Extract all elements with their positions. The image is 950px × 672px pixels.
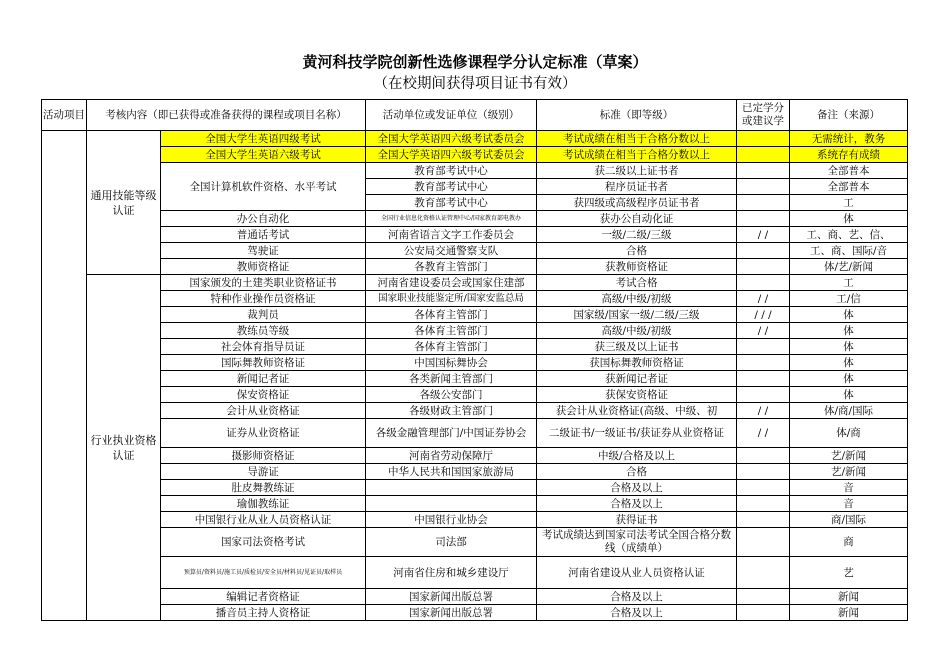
table-row — [42, 291, 908, 307]
standard-cell: 合格 — [537, 464, 737, 480]
unit-cell: 各体育主管部门 — [366, 307, 537, 323]
content-cell: 编辑记者资格证 — [161, 589, 366, 605]
note-cell: 体 — [790, 339, 908, 355]
table-row — [42, 448, 908, 464]
standard-cell: 获新闻记者证 — [537, 371, 737, 387]
content-cell: 播音员主持人资格证 — [161, 605, 366, 621]
credit-cell: / / — [737, 291, 790, 307]
table-row — [42, 419, 908, 448]
table-row — [42, 147, 908, 163]
unit-cell: 各级金融管理部门/中国证券协会 — [366, 419, 537, 448]
table-row — [42, 259, 908, 275]
content-cell: 普通话考试 — [161, 227, 366, 243]
credit-cell: / / — [737, 227, 790, 243]
unit-cell: 河南省住房和城乡建设厅 — [366, 557, 537, 589]
unit-cell: 司法部 — [366, 528, 537, 557]
table-row — [42, 512, 908, 528]
standard-cell: 获办公自动化证 — [537, 211, 737, 227]
header-credit: 已定学分或建议学 — [737, 100, 790, 131]
credit-cell — [737, 371, 790, 387]
credit-cell — [737, 557, 790, 589]
standard-cell: 获得证书 — [537, 512, 737, 528]
content-cell: 裁判员 — [161, 307, 366, 323]
note-cell: 艺/新闻 — [790, 464, 908, 480]
unit-cell: 河南省劳动保障厅 — [366, 448, 537, 464]
content-cell: 国际舞教师资格证 — [161, 355, 366, 371]
unit-cell: 各级财政主管部门 — [366, 403, 537, 419]
note-cell: 体 — [790, 371, 908, 387]
unit-cell: 各体育主管部门 — [366, 339, 537, 355]
credit-cell — [737, 605, 790, 621]
standard-cell: 高级/中级/初级 — [537, 323, 737, 339]
note-cell: 工、商、艺、信、 — [790, 227, 908, 243]
note-cell: 体/商/国际 — [790, 403, 908, 419]
unit-cell: 中国银行业协会 — [366, 512, 537, 528]
content-cell: 瑜伽教练证 — [161, 496, 366, 512]
standard-cell: 河南省建设从业人员资格认证 — [537, 557, 737, 589]
content-cell: 全国计算机软件资格、水平考试 — [161, 163, 366, 211]
category-cell-empty — [42, 131, 87, 621]
content-cell: 国家颁发的土建类职业资格证书 — [161, 275, 366, 291]
credit-cell — [737, 243, 790, 259]
table-row — [42, 131, 908, 147]
credit-cell — [737, 496, 790, 512]
content-cell: 教师资格证 — [161, 259, 366, 275]
table-row — [42, 275, 908, 291]
table-row — [42, 403, 908, 419]
unit-cell: 教育部考试中心 — [366, 179, 537, 195]
note-cell: 体 — [790, 211, 908, 227]
table-row — [42, 163, 908, 179]
table-row — [42, 355, 908, 371]
credit-cell — [737, 528, 790, 557]
page-title: 黄河科技学院创新性选修课程学分认定标准（草案） — [302, 53, 648, 71]
credit-cell — [737, 512, 790, 528]
standard-cell: 一级/二级/三级 — [537, 227, 737, 243]
content-cell: 驾驶证 — [161, 243, 366, 259]
table-row — [42, 480, 908, 496]
header-content: 考核内容（即已获得或准备获得的课程或项目名称） — [87, 100, 366, 131]
content-cell: 全国大学生英语六级考试 — [161, 147, 366, 163]
credit-cell — [737, 179, 790, 195]
note-cell: 系统存有成绩 — [790, 147, 908, 163]
credit-cell — [737, 163, 790, 179]
credit-cell: / / — [737, 419, 790, 448]
content-cell: 办公自动化 — [161, 211, 366, 227]
table-row — [42, 323, 908, 339]
unit-cell: 全国大学英语四六级考试委员会 — [366, 147, 537, 163]
standard-cell: 获会计从业资格证(高级、中级、初 — [537, 403, 737, 419]
note-cell: 体 — [790, 307, 908, 323]
standard-cell: 获二级以上证书者 — [537, 163, 737, 179]
table-row — [42, 528, 908, 557]
credit-standard-table — [41, 99, 908, 621]
note-cell: 音 — [790, 480, 908, 496]
note-cell: 体/艺/新闻 — [790, 259, 908, 275]
header-standard: 标准（即等级） — [537, 100, 737, 131]
note-cell: 商/国际 — [790, 512, 908, 528]
standard-cell: 考试成绩达到国家司法考试全国合格分数线（成绩单） — [537, 528, 737, 557]
note-cell: 新闻 — [790, 589, 908, 605]
note-cell: 艺 — [790, 557, 908, 589]
table-row — [42, 307, 908, 323]
content-cell: 保安资格证 — [161, 387, 366, 403]
note-cell: 工 — [790, 275, 908, 291]
credit-cell — [737, 195, 790, 211]
credit-cell — [737, 275, 790, 291]
header-note: 备注（来源） — [790, 100, 908, 131]
standard-cell: 考试成绩在相当于合格分数以上 — [537, 147, 737, 163]
credit-cell: / / — [737, 403, 790, 419]
standard-cell: 合格及以上 — [537, 605, 737, 621]
unit-cell: 国家职业技能鉴定所/国家安监总局 — [366, 291, 537, 307]
unit-cell: 河南省语言文字工作委员会 — [366, 227, 537, 243]
table-row — [42, 605, 908, 621]
credit-cell — [737, 339, 790, 355]
page-subtitle: （在校期间获得项目证书有效） — [373, 76, 577, 92]
table-row — [42, 243, 908, 259]
credit-cell — [737, 131, 790, 147]
unit-cell — [366, 480, 537, 496]
unit-cell: 中国国标舞协会 — [366, 355, 537, 371]
table-row — [42, 227, 908, 243]
credit-cell — [737, 355, 790, 371]
note-cell: 体/商 — [790, 419, 908, 448]
note-cell: 艺/新闻 — [790, 448, 908, 464]
standard-cell: 二级证书/一级证书/获证券从业资格证 — [537, 419, 737, 448]
standard-cell: 考试合格 — [537, 275, 737, 291]
unit-cell: 全国行业信息化资格认证管理中心/国家教育部电教办 — [366, 211, 537, 227]
unit-cell: 各体育主管部门 — [366, 323, 537, 339]
credit-cell — [737, 387, 790, 403]
standard-cell: 国家级/国家一级/二级/三级 — [537, 307, 737, 323]
note-cell: 体 — [790, 355, 908, 371]
category-general: 通用技能等级认证 — [87, 131, 161, 275]
table-row — [42, 211, 908, 227]
credit-cell — [737, 589, 790, 605]
unit-cell: 全国大学英语四六级考试委员会 — [366, 131, 537, 147]
standard-cell: 获国标舞教师资格证 — [537, 355, 737, 371]
table-header-row — [42, 100, 908, 131]
note-cell: 全部普本 — [790, 179, 908, 195]
unit-cell: 各类新闻主管部门 — [366, 371, 537, 387]
content-cell: 中国银行业从业人员资格认证 — [161, 512, 366, 528]
content-cell: 证券从业资格证 — [161, 419, 366, 448]
note-cell: 全部普本 — [790, 163, 908, 179]
note-cell: 工 — [790, 195, 908, 211]
unit-cell: 各级公安部门 — [366, 387, 537, 403]
credit-cell — [737, 147, 790, 163]
standard-cell: 中级/合格及以上 — [537, 448, 737, 464]
content-cell: 社会体育指导员证 — [161, 339, 366, 355]
table-row — [42, 387, 908, 403]
standard-cell: 合格及以上 — [537, 589, 737, 605]
content-cell: 新闻记者证 — [161, 371, 366, 387]
content-cell: 特种作业操作员资格证 — [161, 291, 366, 307]
credit-cell: / / / — [737, 307, 790, 323]
content-cell: 摄影师资格证 — [161, 448, 366, 464]
content-cell: 全国大学生英语四级考试 — [161, 131, 366, 147]
standard-cell: 合格 — [537, 243, 737, 259]
unit-cell: 各教育主管部门 — [366, 259, 537, 275]
unit-cell: 河南省建设委员会或国家住建部 — [366, 275, 537, 291]
standard-cell: 获三级及以上证书 — [537, 339, 737, 355]
unit-cell: 教育部考试中心 — [366, 195, 537, 211]
note-cell: 体 — [790, 323, 908, 339]
standard-cell: 获四级或高级程序员证书者 — [537, 195, 737, 211]
unit-cell: 教育部考试中心 — [366, 163, 537, 179]
credit-cell — [737, 464, 790, 480]
header-unit: 活动单位或发证单位（级别） — [366, 100, 537, 131]
note-cell: 新闻 — [790, 605, 908, 621]
credit-cell — [737, 211, 790, 227]
standard-cell: 合格及以上 — [537, 496, 737, 512]
table-row — [42, 339, 908, 355]
unit-cell — [366, 496, 537, 512]
category-industry: 行业执业资格认证 — [87, 275, 161, 621]
credit-cell — [737, 480, 790, 496]
credit-cell — [737, 259, 790, 275]
header-category: 活动项目 — [42, 100, 87, 131]
unit-cell: 公安局交通警察支队 — [366, 243, 537, 259]
standard-cell: 考试成绩在相当于合格分数以上 — [537, 131, 737, 147]
note-cell: 工、商、国际/音 — [790, 243, 908, 259]
content-cell: 会计从业资格证 — [161, 403, 366, 419]
content-cell: 国家司法资格考试 — [161, 528, 366, 557]
content-cell: 教练员等级 — [161, 323, 366, 339]
standard-cell: 程序员证书者 — [537, 179, 737, 195]
note-cell: 音 — [790, 496, 908, 512]
note-cell: 商 — [790, 528, 908, 557]
table-row — [42, 557, 908, 589]
standard-cell: 高级/中级/初级 — [537, 291, 737, 307]
unit-cell: 国家新闻出版总署 — [366, 605, 537, 621]
credit-cell: / / — [737, 323, 790, 339]
table-row — [42, 464, 908, 480]
content-cell: 导游证 — [161, 464, 366, 480]
standard-cell: 获保安资格证 — [537, 387, 737, 403]
table-row — [42, 371, 908, 387]
table-row — [42, 589, 908, 605]
standard-cell: 合格及以上 — [537, 480, 737, 496]
note-cell: 工/信 — [790, 291, 908, 307]
table-row — [42, 496, 908, 512]
note-cell: 体 — [790, 387, 908, 403]
unit-cell: 中华人民共和国国家旅游局 — [366, 464, 537, 480]
content-cell: 肚皮舞教练证 — [161, 480, 366, 496]
standard-cell: 获教师资格证 — [537, 259, 737, 275]
content-cell: 预算员/资料员/施工员/质检员/安全员/材料员/见证员/取样员 — [161, 557, 366, 589]
unit-cell: 国家新闻出版总署 — [366, 589, 537, 605]
note-cell: 无需统计，教务 — [790, 131, 908, 147]
credit-cell — [737, 448, 790, 464]
